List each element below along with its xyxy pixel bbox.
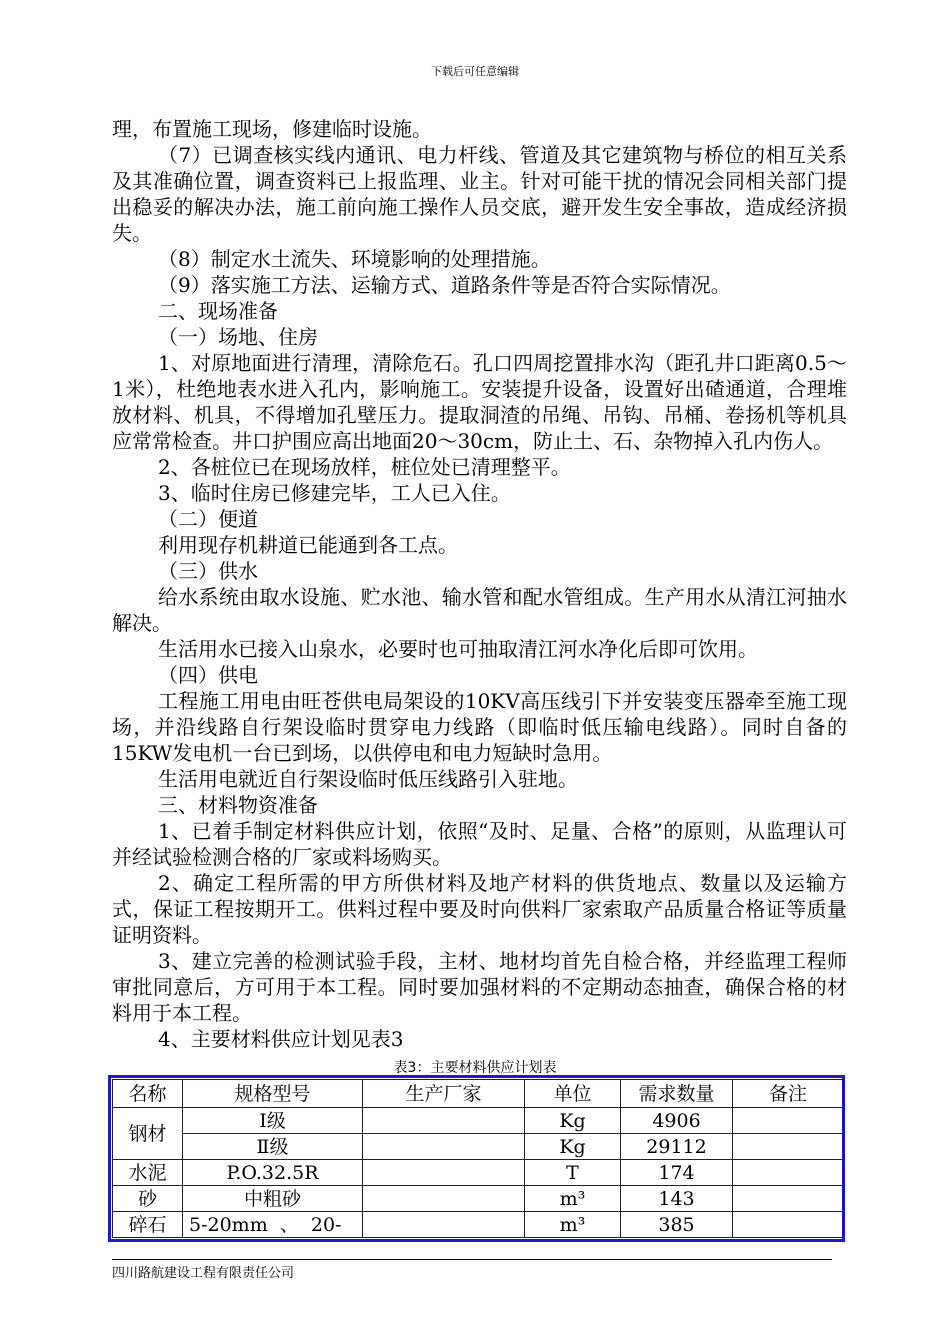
cell-qty: 143: [621, 1186, 733, 1212]
cell-spec: 5-20mm 、 20-: [183, 1212, 363, 1238]
paragraph: （7）已调查核实线内通讯、电力杆线、管道及其它建筑物与桥位的相互关系及其准确位置，调查资料已上报监理、业主。针对可能干扰的情况会同相关部门提出稳妥的解决办法，施工前向施工操作人员交底，避开发生安全事故，造成经济损失。: [112, 143, 847, 245]
cell-name: 碎石: [113, 1212, 183, 1238]
paragraph: 2、各桩位已在现场放样，桩位处已清理整平。: [158, 455, 571, 479]
paragraph: 1、对原地面进行清理，清除危石。孔口四周挖置排水沟（距孔井口距离0.5～1米），杜绝地表水进入孔内，影响施工。安装提升设备，设置好出碴通道，合理堆放材料、机具，不得增加孔壁压力。提取洞渣的吊绳、吊钩、吊桶、卷扬机等机具应常常检查。井口护围应高出地面20～30cm，防止土、石、杂物掉入孔内伤人。: [112, 351, 847, 453]
paragraph: 利用现存机耕道已能通到各工点。: [158, 533, 458, 557]
table-row: [113, 1108, 844, 1134]
table-header-row: [113, 1080, 844, 1108]
footer-divider: [112, 1259, 832, 1260]
paragraph: （8）制定水土流失、环境影响的处理措施。: [158, 247, 551, 271]
document-body: [112, 116, 847, 1052]
paragraph: 3、临时住房已修建完毕，工人已入住。: [158, 481, 511, 505]
table-row: [113, 1212, 844, 1238]
materials-table: [112, 1079, 844, 1238]
column-header: 备注: [733, 1080, 844, 1108]
cell-note: [733, 1134, 844, 1160]
cell-name: 水泥: [113, 1160, 183, 1186]
paragraph: 2、确定工程所需的甲方所供材料及地产材料的供货地点、数量以及运输方式，保证工程按期开工。供料过程中要及时向供料厂家索取产品质量合格证等质量证明资料。: [112, 871, 847, 947]
table-row: [113, 1134, 844, 1160]
paragraph: 生活用水已接入山泉水，必要时也可抽取清江河水净化后即可饮用。: [158, 637, 758, 661]
paragraph: 4、主要材料供应计划见表3: [158, 1027, 404, 1051]
paragraph: 1、已着手制定材料供应计划，依照“及时、足量、合格”的原则，从监理认可并经试验检测合格的厂家或料场购买。: [112, 819, 847, 869]
cell-unit: m³: [525, 1186, 621, 1212]
cell-note: [733, 1108, 844, 1134]
column-header: 需求数量: [621, 1080, 733, 1108]
cell-maker: [363, 1160, 525, 1186]
cell-unit: Kg: [525, 1134, 621, 1160]
paragraph: （9）落实施工方法、运输方式、道路条件等是否符合实际情况。: [158, 273, 731, 297]
cell-qty: 385: [621, 1212, 733, 1238]
paragraph: 理，布置施工现场，修建临时设施。: [112, 117, 432, 141]
section-heading: 二、现场准备: [158, 299, 278, 323]
cell-maker: [363, 1108, 525, 1134]
cell-name: 钢材: [113, 1108, 183, 1160]
cell-note: [733, 1160, 844, 1186]
paragraph: 工程施工用电由旺苍供电局架设的10KV高压线引下并安装变压器牵至施工现场，并沿线路自行架设临时贯穿电力线路（即临时低压输电线路）。同时自备的15KW发电机一台已到场，以供停电和电力短缺时急用。: [112, 689, 847, 765]
cell-note: [733, 1186, 844, 1212]
table-row: [113, 1186, 844, 1212]
cell-qty: 174: [621, 1160, 733, 1186]
footer-company: 四川路航建设工程有限责任公司: [112, 1266, 295, 1281]
cell-spec: Ⅱ级: [183, 1134, 363, 1160]
column-header: 单位: [525, 1080, 621, 1108]
cell-unit: Kg: [525, 1108, 621, 1134]
cell-name: 砂: [113, 1186, 183, 1212]
cell-note: [733, 1212, 844, 1238]
cell-unit: T: [525, 1160, 621, 1186]
cell-maker: [363, 1134, 525, 1160]
column-header: 规格型号: [183, 1080, 363, 1108]
cell-spec: Ⅰ级: [183, 1108, 363, 1134]
paragraph: 给水系统由取水设施、贮水池、输水管和配水管组成。生产用水从清江河抽水解决。: [112, 585, 847, 635]
paragraph: 生活用电就近自行架设临时低压线路引入驻地。: [158, 767, 578, 791]
table-row: [113, 1160, 844, 1186]
header-note: 下载后可任意编辑: [431, 65, 519, 78]
column-header: 生产厂家: [363, 1080, 525, 1108]
cell-unit: m³: [525, 1212, 621, 1238]
cell-maker: [363, 1212, 525, 1238]
cell-qty: 4906: [621, 1108, 733, 1134]
subsection-heading: （三）供水: [158, 559, 258, 583]
subsection-heading: （一）场地、住房: [158, 325, 318, 349]
section-heading: 三、材料物资准备: [158, 793, 318, 817]
cell-maker: [363, 1186, 525, 1212]
cell-spec: P.O.32.5R: [183, 1160, 363, 1186]
cell-spec: 中粗砂: [183, 1186, 363, 1212]
paragraph: 3、建立完善的检测试验手段，主材、地材均首先自检合格，并经监理工程师审批同意后，方可用于本工程。同时要加强材料的不定期动态抽查，确保合格的材料用于本工程。: [112, 949, 847, 1025]
cell-qty: 29112: [621, 1134, 733, 1160]
column-header: 名称: [113, 1080, 183, 1108]
materials-table-frame: [108, 1075, 845, 1242]
subsection-heading: （二）便道: [158, 507, 258, 531]
subsection-heading: （四）供电: [158, 663, 258, 687]
table-caption: 表3：主要材料供应计划表: [393, 1060, 557, 1076]
